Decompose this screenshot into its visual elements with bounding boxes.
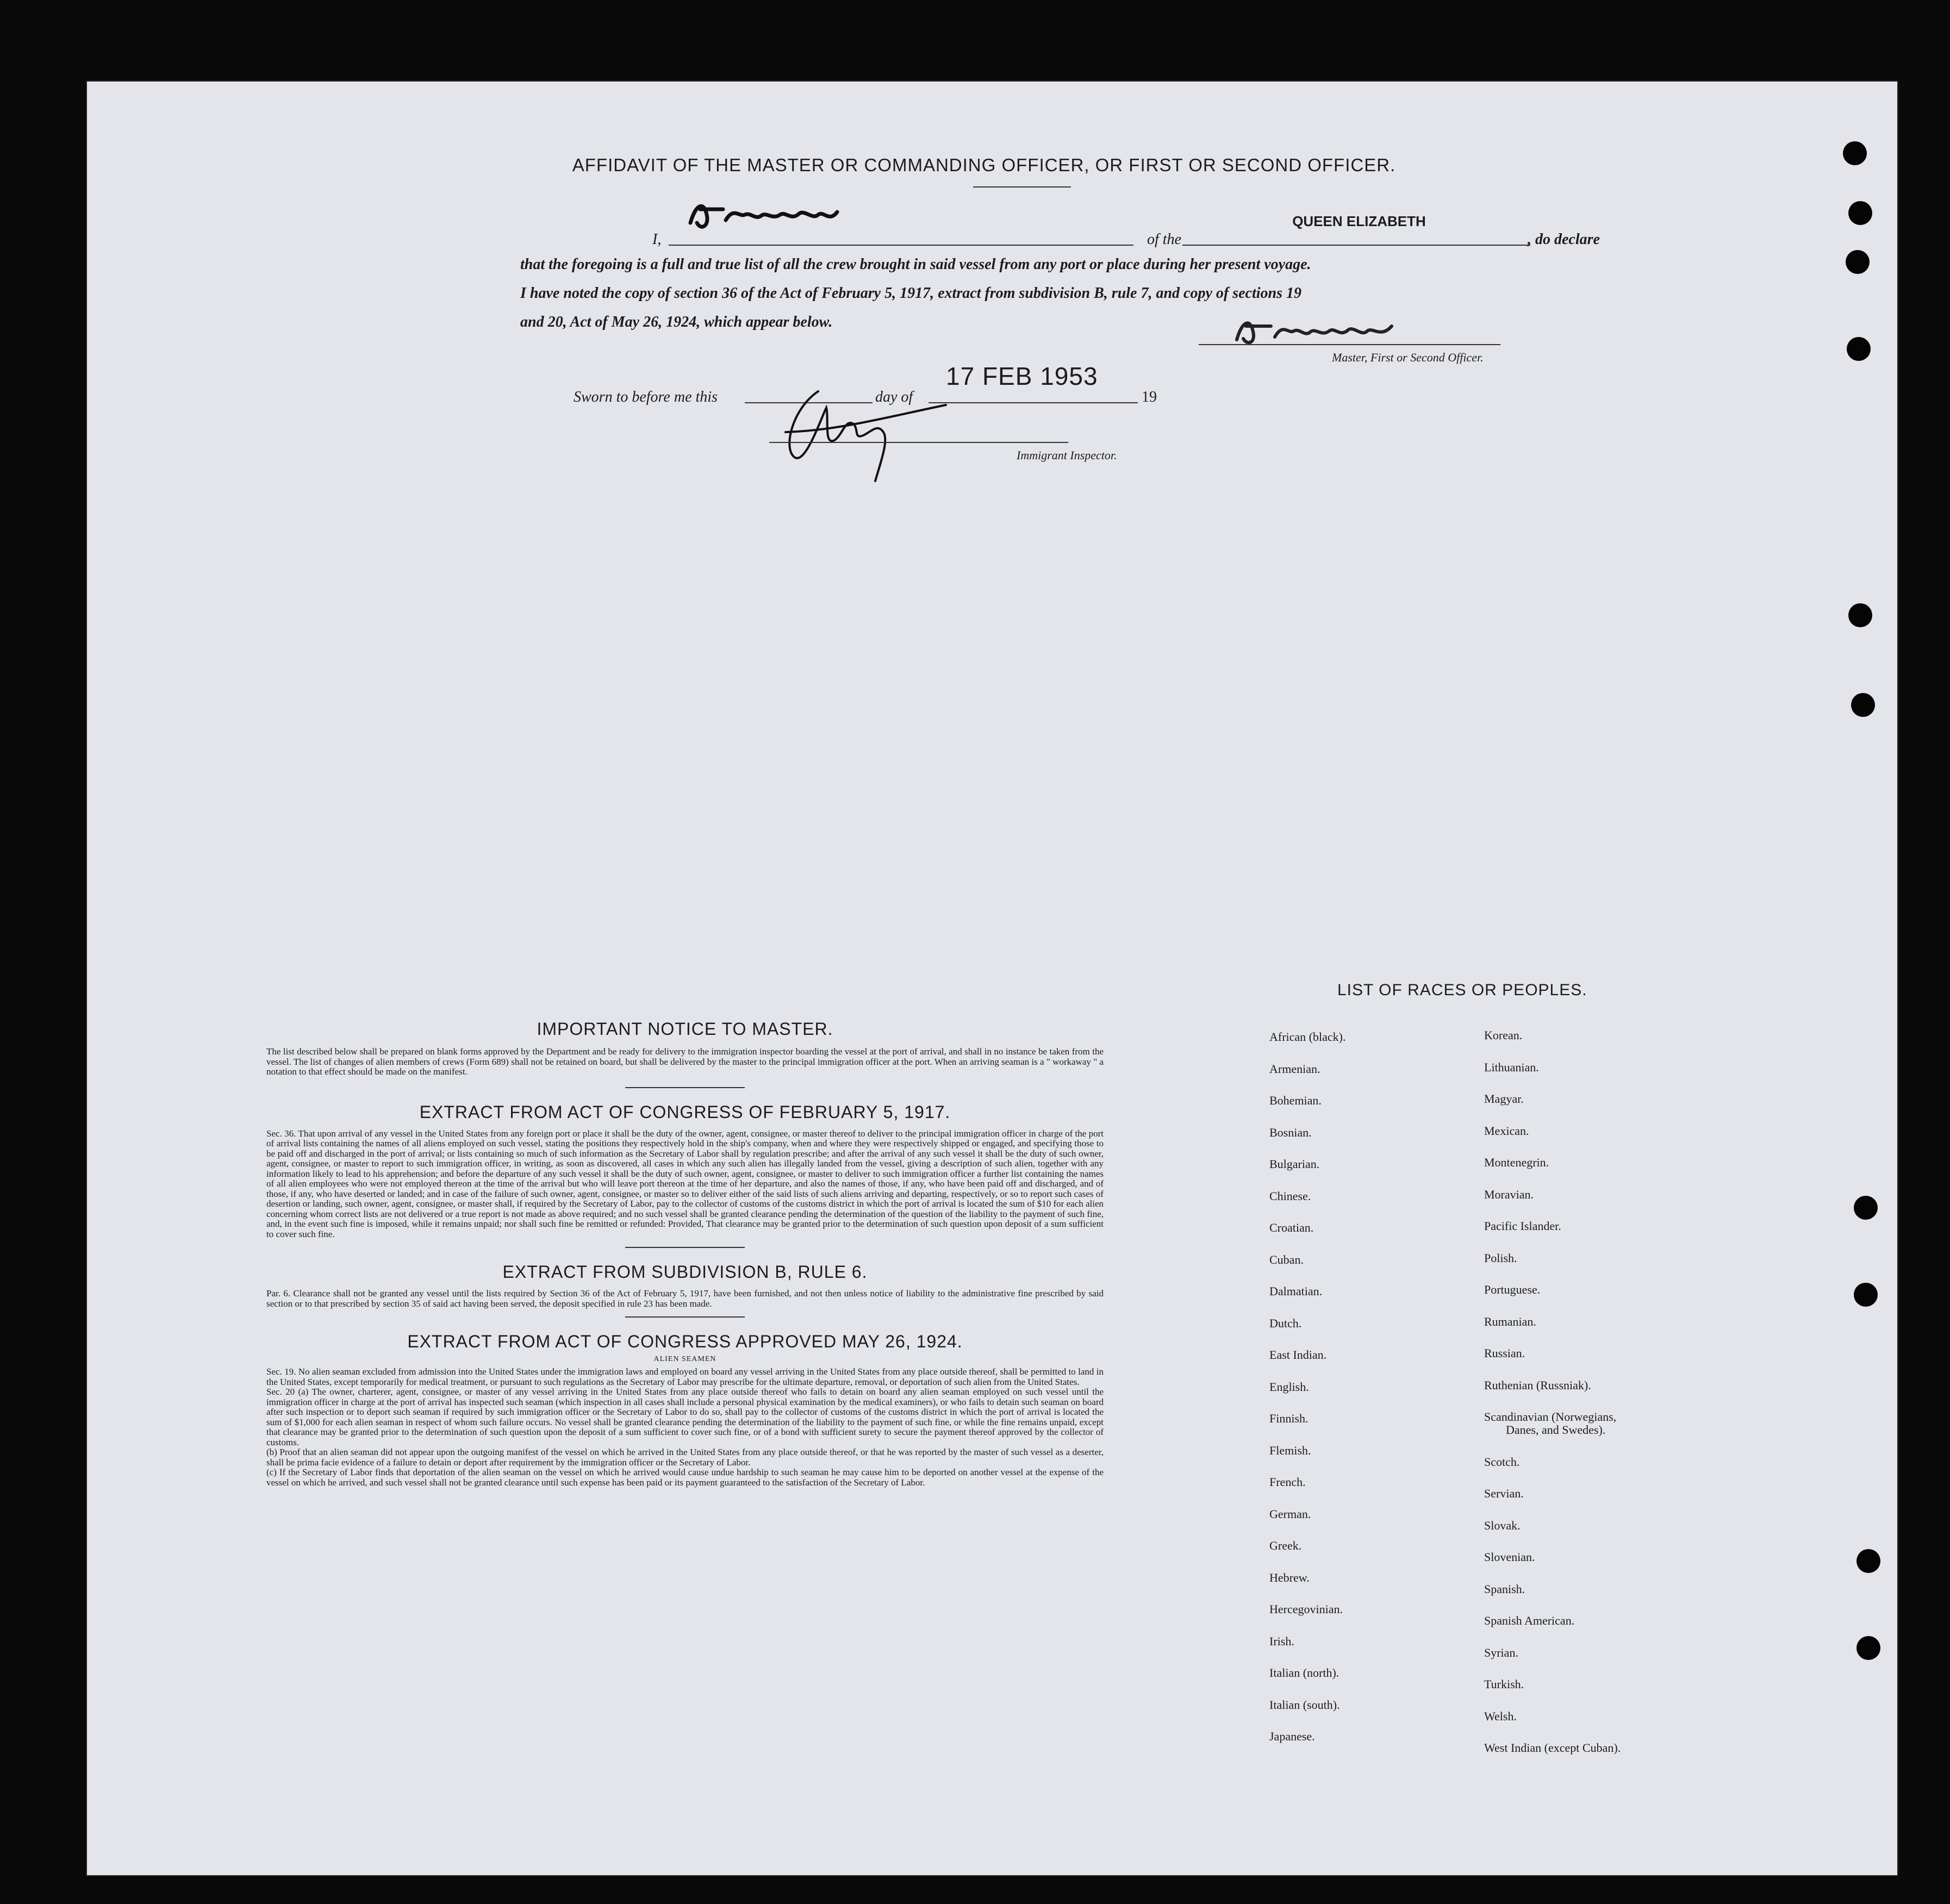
subdivision-b-title: EXTRACT FROM SUBDIVISION B, RULE 6. [502,1262,868,1282]
date-stamp: 17 FEB 1953 [946,362,1098,390]
extract-1917-title: EXTRACT FROM ACT OF CONGRESS OF FEBRUARY 5, 1917. [419,1102,951,1122]
race-item: Magyar. [1484,1092,1524,1106]
sec-20b: (b) Proof that an alien seaman did not appear upon the outgoing manifest of the vessel on which he arrived in the United States from any place outside thereof, or that he was reported by the master of such vessel as a deserter, shall be prima facie evidence of a failure to detain or deport after requirement by the immigration officer or the Secretary of Labor. [266,1447,1104,1468]
sec-20c: (c) If the Secretary of Labor finds that deportation of the alien seaman on the vessel on which he arrived would cause undue hardship to such seaman he may cause him to be deported on another vessel at the expense of the vessel on which he arrived, and such vessel shall not be granted clearance until such expense has been paid or its payment guaranteed to the satisfaction of the Secretary of Labor. [266,1467,1104,1488]
race-item: Croatian. [1269,1221,1314,1234]
inspector-caption: Immigrant Inspector. [1017,448,1117,462]
race-item: Montenegrin. [1484,1156,1549,1169]
race-item: Finnish. [1269,1412,1309,1425]
binder-hole [1843,141,1867,165]
extract-1924-title: EXTRACT FROM ACT OF CONGRESS APPROVED MAY 26, 1924. [407,1332,963,1351]
sworn-label: Sworn to before me this [574,389,718,405]
race-item: Korean. [1484,1028,1523,1042]
notice-title: IMPORTANT NOTICE TO MASTER. [537,1019,833,1039]
race-item: Russian. [1484,1346,1525,1360]
day-of-label: day of [875,389,913,405]
subdivision-b-divider [625,1316,745,1318]
year-prefix: 19 [1142,389,1157,405]
i-label: I, [652,231,662,248]
sec-19: Sec. 19. No alien seaman excluded from admission into the United States under the immigration laws and employed on board any vessel arriving in the United States from any place outside thereof, shall be permitted to land in the United States, except temporarily for medical treatment, or pursuant to such regulations as the Secretary of Labor may prescribe for the ultimate departure, removal, or deportation of such alien from the United States. [266,1366,1104,1387]
master-signature [1229,307,1413,356]
race-item: Dalmatian. [1269,1284,1323,1298]
race-item: Hercegovinian. [1269,1602,1343,1616]
binder-hole [1856,1636,1880,1660]
officer-caption: Master, First or Second Officer. [1332,351,1484,364]
inspector-signature-line [769,442,1068,443]
declaration-line-1: that the foregoing is a full and true list of all the crew brought in said vessel from any port or place during her present voyage. [520,256,1311,273]
race-item: Italian (north). [1269,1666,1340,1680]
of-the-label: of the [1147,231,1181,248]
notice-column [266,1019,1104,1488]
master-signature-top [685,193,859,239]
race-item: Polish. [1484,1251,1517,1265]
race-item: Rumanian. [1484,1314,1536,1328]
race-item: Lithuanian. [1484,1060,1539,1074]
extract-1917-body: Sec. 36. That upon arrival of any vessel in the United States from any foreign port or place it shall be the duty of the owner, agent, consignee, or master thereof to deliver to the principal immigration officer in charge of the port of arrival lists containing the names of all aliens employed on such vessel, stating the positions they respectively hold in the ship's company, when and where they were respectively shipped or engaged, and specifying those to be paid off and discharged in the port of arrival; or lists containing so much of such information as the Secretary of Labor shall by regulation prescribe; and after the arrival of any such vessel it shall be the duty of such owner, agent, consignee, or master to report to such immigration officer, in writing, as soon as discovered, all cases in which any such alien has illegally landed from the vessel, giving a description of such alien, together with any information likely to lead to his apprehension; and before the departure of any such vessel it shall be the duty of such owner, agent, consignee, or master to deliver to such immigration officer a further list containing the names of all alien employees who were not employed thereon at the time of the arrival but who will leave port thereon at the time of her departure, and also the names of those, if any, who have been paid off and discharged, and of those, if any, who have deserted or landed; and in case of the failure of such owner, agent, consignee, or master so to deliver either of the said lists of such aliens arriving and departing, respectively, or so to report such cases of desertion or landing, such owner, agent, consignee, or master shall, if required by the Secretary of Labor, pay to the collector of customs of the customs district in which the port of arrival is located the sum of $10 for each alien concerning whom correct lists are not delivered or a true report is not made as above required; and no such vessel shall be granted clearance pending the determination of the question of the liability to the payment of such fine, and, in the event such fine is imposed, while it remains unpaid; nor shall such fine be remitted or refunded: Provided, That clearance may be granted prior to the determination of such question upon deposit of a sum sufficient to cover such fine. [266,1128,1104,1239]
race-item: Hebrew. [1269,1570,1310,1584]
race-item: Syrian. [1484,1645,1518,1659]
master-signature-line [1199,344,1500,345]
race-item: Spanish American. [1484,1614,1575,1627]
affidavit-title: AFFIDAVIT OF THE MASTER OR COMMANDING OFFICER, OR FIRST OR SECOND OFFICER. [572,155,1396,175]
race-item: Bulgarian. [1269,1157,1320,1171]
race-item: Danes, and Swedes). [1506,1423,1606,1437]
race-item: East Indian. [1269,1348,1327,1362]
subdivision-b-body: Par. 6. Clearance shall not be granted any vessel until the lists required by Section 36 of the Act of February 5, 1917, have been furnished, and not then unless notice of liability to the administrative fine prescribed by said section or to that prescribed by section 35 of said act having been served, the deposit specified in rule 23 has been made. [266,1288,1104,1309]
declaration-line-2: I have noted the copy of section 36 of the Act of February 5, 1917, extract from subdivision B, rule 7, and copy of sections 19 [520,285,1302,302]
race-item: Portuguese. [1484,1283,1541,1296]
declaration-line-3: and 20, Act of May 26, 1924, which appear below. [520,314,833,330]
binder-hole [1848,201,1872,225]
race-item: African (black). [1269,1030,1346,1044]
binder-hole [1848,603,1872,627]
binder-hole [1854,1196,1878,1220]
race-item: Servian. [1484,1487,1524,1500]
race-item: Dutch. [1269,1316,1302,1330]
race-item: Flemish. [1269,1443,1311,1457]
binder-hole [1846,250,1870,274]
race-item: West Indian (except Cuban). [1484,1741,1621,1755]
binder-hole [1851,693,1875,717]
extract-1917-divider [625,1247,745,1248]
race-item: Cuban. [1269,1252,1304,1266]
race-item: Ruthenian (Russniak). [1484,1378,1591,1392]
race-item: Turkish. [1484,1677,1524,1691]
notice-divider [625,1087,745,1088]
race-item: Welsh. [1484,1709,1517,1723]
race-item: Spanish. [1484,1582,1525,1596]
do-declare-label: , do declare [1528,231,1600,248]
binder-hole [1854,1283,1878,1307]
race-item: German. [1269,1507,1311,1521]
race-item: Bohemian. [1269,1094,1322,1107]
inspector-signature [772,386,968,492]
binder-hole [1856,1549,1880,1573]
race-item: Pacific Islander. [1484,1219,1561,1233]
race-item: Greek. [1269,1539,1302,1552]
document-page [87,82,1897,1875]
race-item: Scandinavian (Norwegians, [1484,1410,1617,1424]
race-item: French. [1269,1475,1306,1489]
race-item: Japanese. [1269,1730,1315,1743]
extract-1924-subtitle: ALIEN SEAMEN [653,1355,717,1363]
notice-body: The list described below shall be prepared on blank forms approved by the Department and be ready for delivery to the immigration inspector boarding the vessel at the port of arrival, and shall in no instance be taken from the vessel. The list of changes of alien members of crews (Form 689) shall not be retained on board, but shall be delivered by the master to the principal immigration officer at the port. When an arriving seaman is a " workaway " a notation to that effect should be made on the manifest. [266,1046,1104,1077]
race-item: English. [1269,1379,1309,1394]
race-item: Irish. [1269,1634,1294,1648]
declaration-text [520,250,1629,336]
sec-20a: Sec. 20 (a) The owner, charterer, agent, consignee, or master of any vessel arriving in the United States from any place outside thereof who fails to detain on board any alien seaman employed on such vessel until the immigration officer in charge at the port of arrival has inspected such seaman (which inspection in all cases shall include a personal physical examination by the medical examiners), or who fails to detain such seaman on board after such inspection or to deport such seaman if required by such immigration officer or the Secretary of Labor to do so, shall pay to the collector of customs of the customs district in which the port of arrival is located the sum of $1,000 for each alien seaman in respect of whom such failure occurs. No vessel shall be granted clearance pending the determination of the liability to the payment of such fine, or while the fine remains unpaid, except that clearance may be granted prior to the determination of such question upon the deposit of a sum sufficient to cover such fine, or of a bond with sufficient surety to secure the payment thereof approved by the collector of customs. [266,1387,1104,1447]
race-item: Mexican. [1484,1123,1529,1138]
race-item: Scotch. [1484,1454,1520,1469]
name-line [669,245,1133,246]
race-item: Moravian. [1484,1187,1534,1201]
binder-hole [1847,337,1871,361]
race-item: Bosnian. [1269,1125,1312,1139]
ship-line [1182,245,1530,246]
title-rule [973,186,1071,188]
race-item: Slovak. [1484,1518,1521,1532]
race-item: Italian (south). [1269,1697,1340,1712]
races-title: LIST OF RACES OR PEOPLES. [1337,981,1587,999]
ship-name: QUEEN ELIZABETH [1292,213,1426,229]
race-item: Chinese. [1269,1189,1311,1203]
race-item: Armenian. [1269,1062,1320,1076]
race-item: Slovenian. [1484,1550,1535,1564]
